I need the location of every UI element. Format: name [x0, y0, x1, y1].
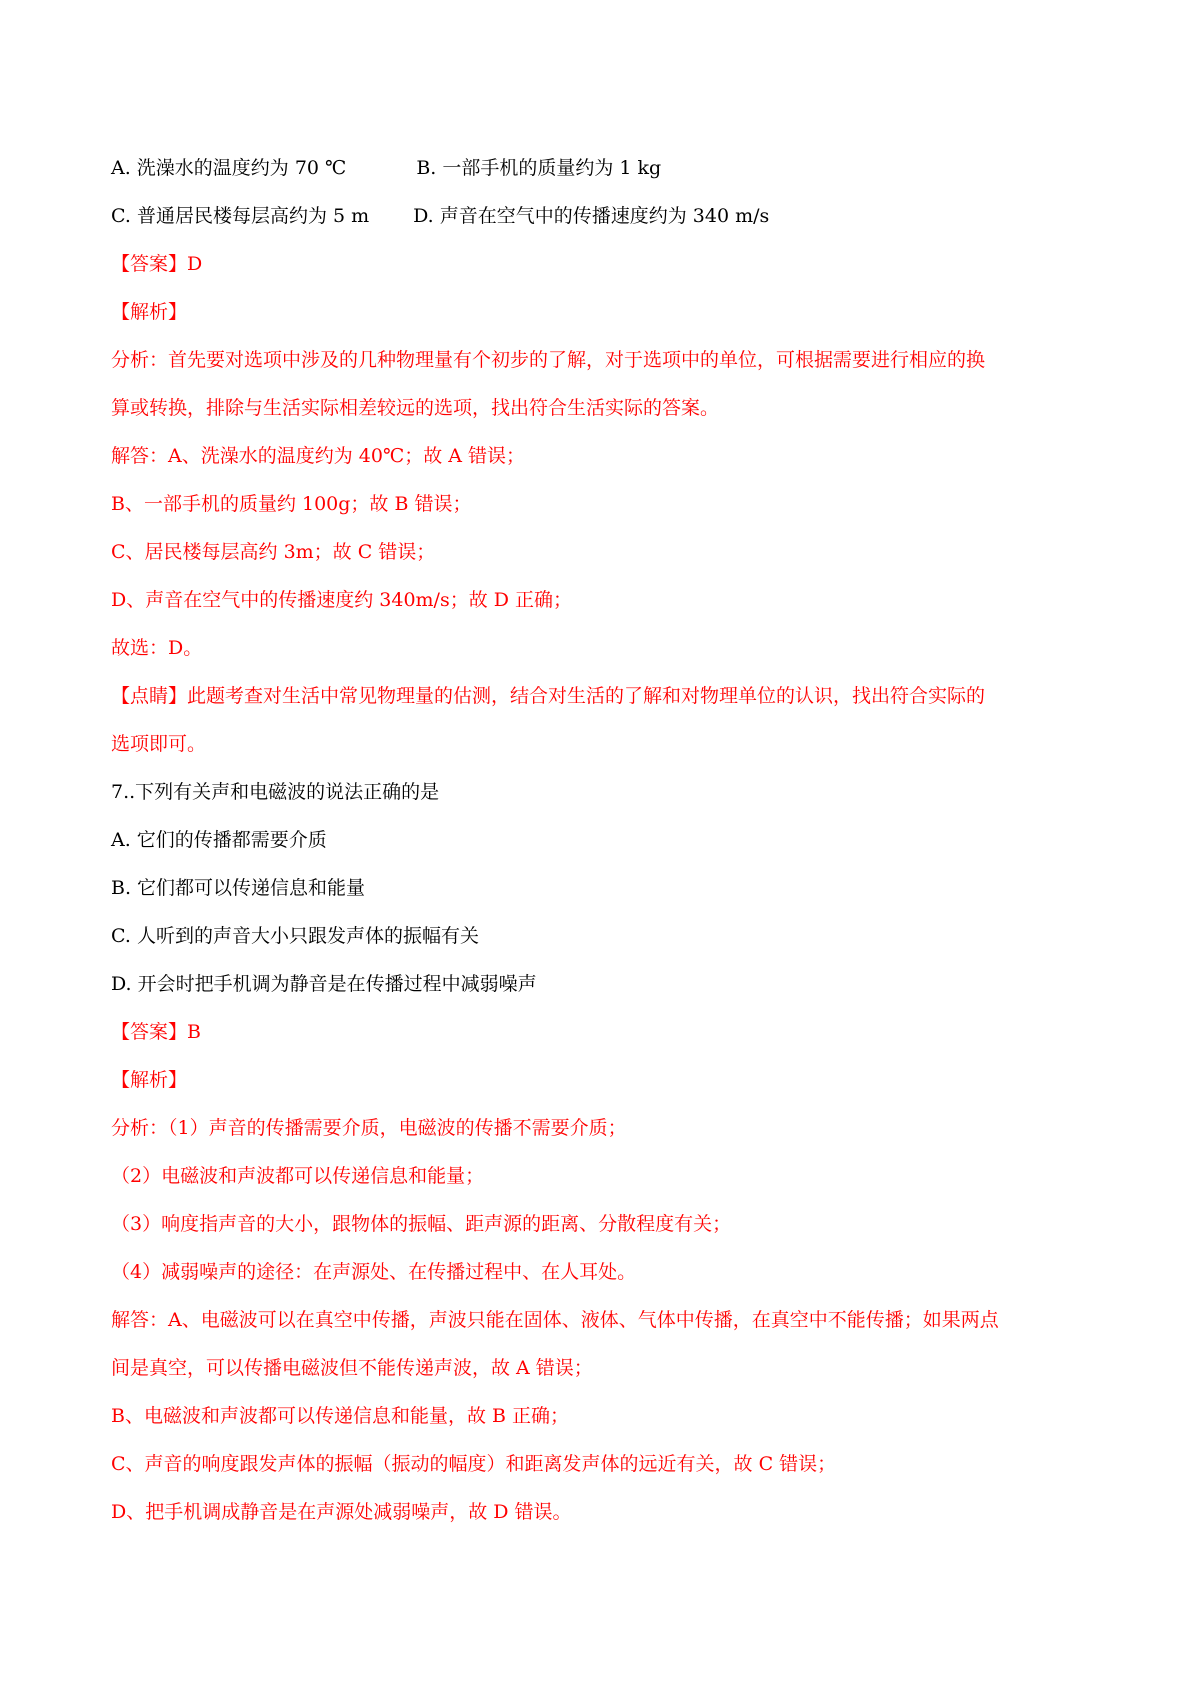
q7-option-a: A. 它们的传播都需要介质	[111, 829, 327, 851]
q6-analysis-line-1: 分析：首先要对选项中涉及的几种物理量有个初步的了解，对于选项中的单位，可根据需要进行相应的换	[111, 349, 986, 371]
q7-solution-line: C、声音的响度跟发声体的振幅（振动的幅度）和距离发声体的远近有关，故 C 错误；	[111, 1453, 837, 1475]
q6-option-c: C. 普通居民楼每层高约为 5 m	[111, 205, 370, 227]
q6-option-a: A. 洗澡水的温度约为 70 ℃	[111, 157, 347, 179]
q6-analysis-label: 【解析】	[111, 301, 188, 323]
q7-analysis-line: （4）减弱噪声的途径：在声源处、在传播过程中、在人耳处。	[111, 1261, 637, 1283]
q6-comment-line-1: 【点睛】此题考查对生活中常见物理量的估测，结合对生活的了解和对物理单位的认识，找出符合实际的	[111, 685, 986, 707]
q7-stem: 7..下列有关声和电磁波的说法正确的是	[111, 781, 440, 803]
q7-analysis-line: （3）响度指声音的大小，跟物体的振幅、距声源的距离、分散程度有关；	[111, 1213, 732, 1235]
q6-options-row-1	[111, 156, 661, 180]
q7-option-d: D. 开会时把手机调为静音是在传播过程中减弱噪声	[111, 973, 537, 995]
q7-option-c: C. 人听到的声音大小只跟发声体的振幅有关	[111, 925, 479, 947]
q7-solution-line-2: 间是真空，可以传播电磁波但不能传递声波，故 A 错误；	[111, 1357, 593, 1379]
q6-options-row-2	[111, 204, 769, 228]
q6-solution-line: C、居民楼每层高约 3m；故 C 错误；	[111, 541, 436, 563]
q6-answer: 【答案】D	[111, 253, 203, 275]
q7-solution-line-1: 解答：A、电磁波可以在真空中传播，声波只能在固体、液体、气体中传播，在真空中不能传播；如果两点	[111, 1309, 999, 1331]
q6-choice: 故选：D。	[111, 637, 203, 659]
q6-comment-line-2: 选项即可。	[111, 733, 207, 755]
q7-analysis-label: 【解析】	[111, 1069, 188, 1091]
q6-solution-line: D、声音在空气中的传播速度约 340m/s；故 D 正确；	[111, 589, 573, 611]
q6-option-d: D. 声音在空气中的传播速度约为 340 m/s	[413, 205, 770, 227]
q7-analysis-line: 分析：（1）声音的传播需要介质，电磁波的传播不需要介质；	[111, 1117, 627, 1139]
q7-solution-line: B、电磁波和声波都可以传递信息和能量，故 B 正确；	[111, 1405, 570, 1427]
q6-solution-line: B、一部手机的质量约 100g；故 B 错误；	[111, 493, 472, 515]
q6-option-b: B. 一部手机的质量约为 1 kg	[416, 157, 662, 179]
q7-answer: 【答案】B	[111, 1021, 201, 1043]
q7-analysis-line: （2）电磁波和声波都可以传递信息和能量；	[111, 1165, 485, 1187]
q6-solution-line: 解答：A、洗澡水的温度约为 40℃；故 A 错误；	[111, 445, 525, 467]
q7-solution-line: D、把手机调成静音是在声源处减弱噪声，故 D 错误。	[111, 1501, 572, 1523]
q6-analysis-line-2: 算或转换，排除与生活实际相差较远的选项，找出符合生活实际的答案。	[111, 397, 720, 419]
q7-option-b: B. 它们都可以传递信息和能量	[111, 877, 366, 899]
